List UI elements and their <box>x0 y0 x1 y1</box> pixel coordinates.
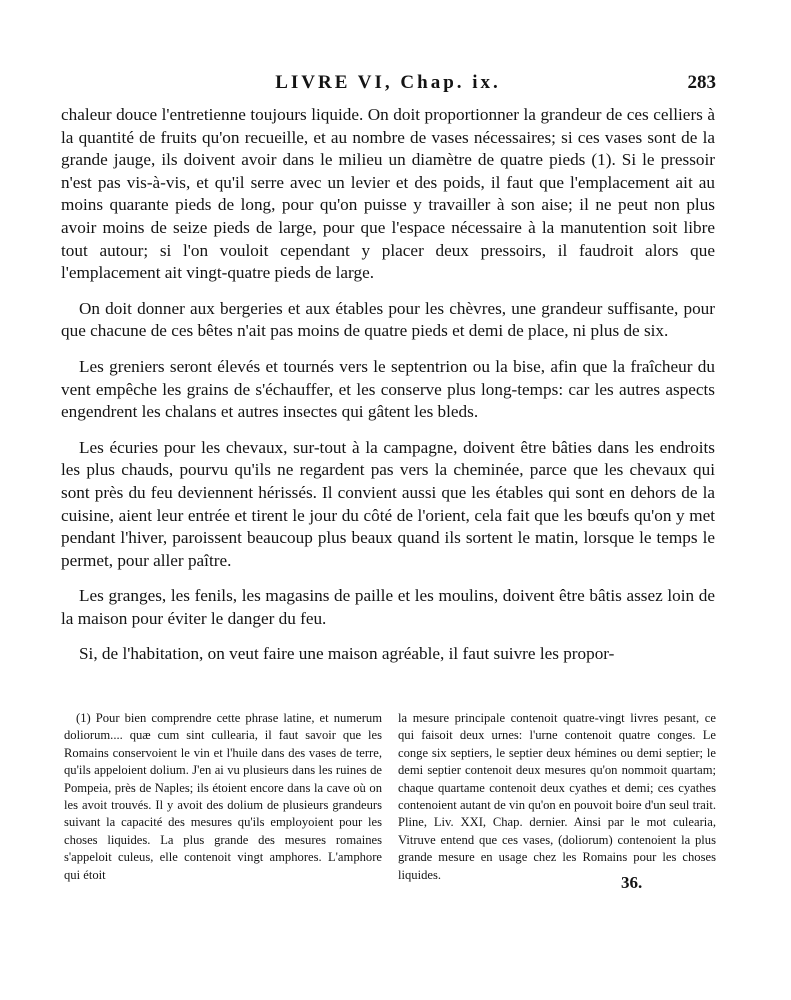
footnote-right-column <box>398 710 716 884</box>
paragraph-cellars: chaleur douce l'entretienne toujours liquide. On doit proportionner la grandeur de ces celliers à la quantité de fruits qu'on recueille, et au nombre de vases nécessaires; si ces vases sont de la grande jauge, ils doivent avoir dans le milieu un diamètre de quatre pieds (1). Si le pressoir n'est pas vis-à-vis, et qu'il serre avec un levier et des poids, il faut que l'emplacement ait au moins quarante pieds de long, pour qu'on puisse y travailler à son aise; il ne peut non plus avoir moins de seize pieds de large, pour que l'espace nécessaire à la manutention soit libre tout autour; si l'on vouloit cependant y placer deux pressoirs, il faudroit alors que l'emplacement ait vingt-quatre pieds de large. <box>61 105 715 283</box>
footnote-left-column <box>64 710 382 884</box>
paragraph-granaries: Les greniers seront élevés et tournés vers le septentrion ou la bise, afin que la fraîcheur du vent empêche les grains de s'échauffer, et les conserve plus long-temps: car les autres aspects engendrent les chalans et autres insectes qui gâtent les bleds. <box>61 356 715 422</box>
page-number: 283 <box>687 72 716 93</box>
footnote-text-right: la mesure principale contenoit quatre-vingt livres pesant, ce qui faisoit deux urnes: l'urne contenoit quatre conges. Le conge six septiers, le septier deux hémines ou demi septier; le demi septier contenoit deux mesures qu'on nommoit quartam; chaque quartame contenoit deux cyathes et demi; ces cyathes contenoient autant de vin qu'on en pouvoit boire d'un seul trait. Pline, Liv. XXI, Chap. dernier. Ainsi par le mot culearia, Vitruve entend que ces vases, (doliorum) contenoient la plus grande mesure en usage chez les Romains pour les choses liquides. <box>398 711 716 882</box>
footnote-text-left: (1) Pour bien comprendre cette phrase latine, et numerum doliorum.... quæ cum sint cullearia, il faut savoir que les Romains conservoient le vin et l'huile dans des vases de terre, qu'ils appeloient dolium. J'en ai vu plusieurs dans les ruines de Pompeia, près de Naples; ils étoient encore dans la cave où on les avoit trouvés. Il y avoit des dolium de plusieurs grandeurs suivant la capacité des mesures qu'ils employoient pour les choses liquides. La plus grande des mesures romaines s'appeloit culeus, elle contenoit vingt amphores. L'amphore qui étoit <box>64 711 382 882</box>
paragraph-stables: Les écuries pour les chevaux, sur-tout à la campagne, doivent être bâties dans les endroits les plus chauds, pourvu qu'ils ne regardent pas vers la cheminée, parce que les chevaux qui sont près du feu deviennent hérissés. Il convient aussi que les étables qui sont en dehors de la cuisine, aient leur entrée et tirent le jour du côté de l'orient, cela fait que les bœufs qu'on y met pendant l'hiver, paroissent beaucoup plus beaux quand ils sortent le matin, lorsque le temps le permet, pour aller paître. <box>61 437 715 570</box>
footnotes <box>64 710 716 884</box>
paragraph-sheepfolds: On doit donner aux bergeries et aux étables pour les chèvres, une grandeur suffisante, pour que chacune de ces bêtes n'ait pas moins de quatre pieds et demi de place, ni plus de six. <box>61 298 715 341</box>
page-header <box>60 72 716 98</box>
running-head: LIVRE VI, Chap. ix. <box>275 72 501 93</box>
paragraph-habitation: Si, de l'habitation, on veut faire une maison agréable, il faut suivre les propor- <box>79 644 615 664</box>
paragraph-barns: Les granges, les fenils, les magasins de paille et les moulins, doivent être bâtis assez loin de la maison pour éviter le danger du feu. <box>61 586 715 628</box>
signature-mark: 36. <box>621 873 643 892</box>
body-text <box>61 104 715 679</box>
